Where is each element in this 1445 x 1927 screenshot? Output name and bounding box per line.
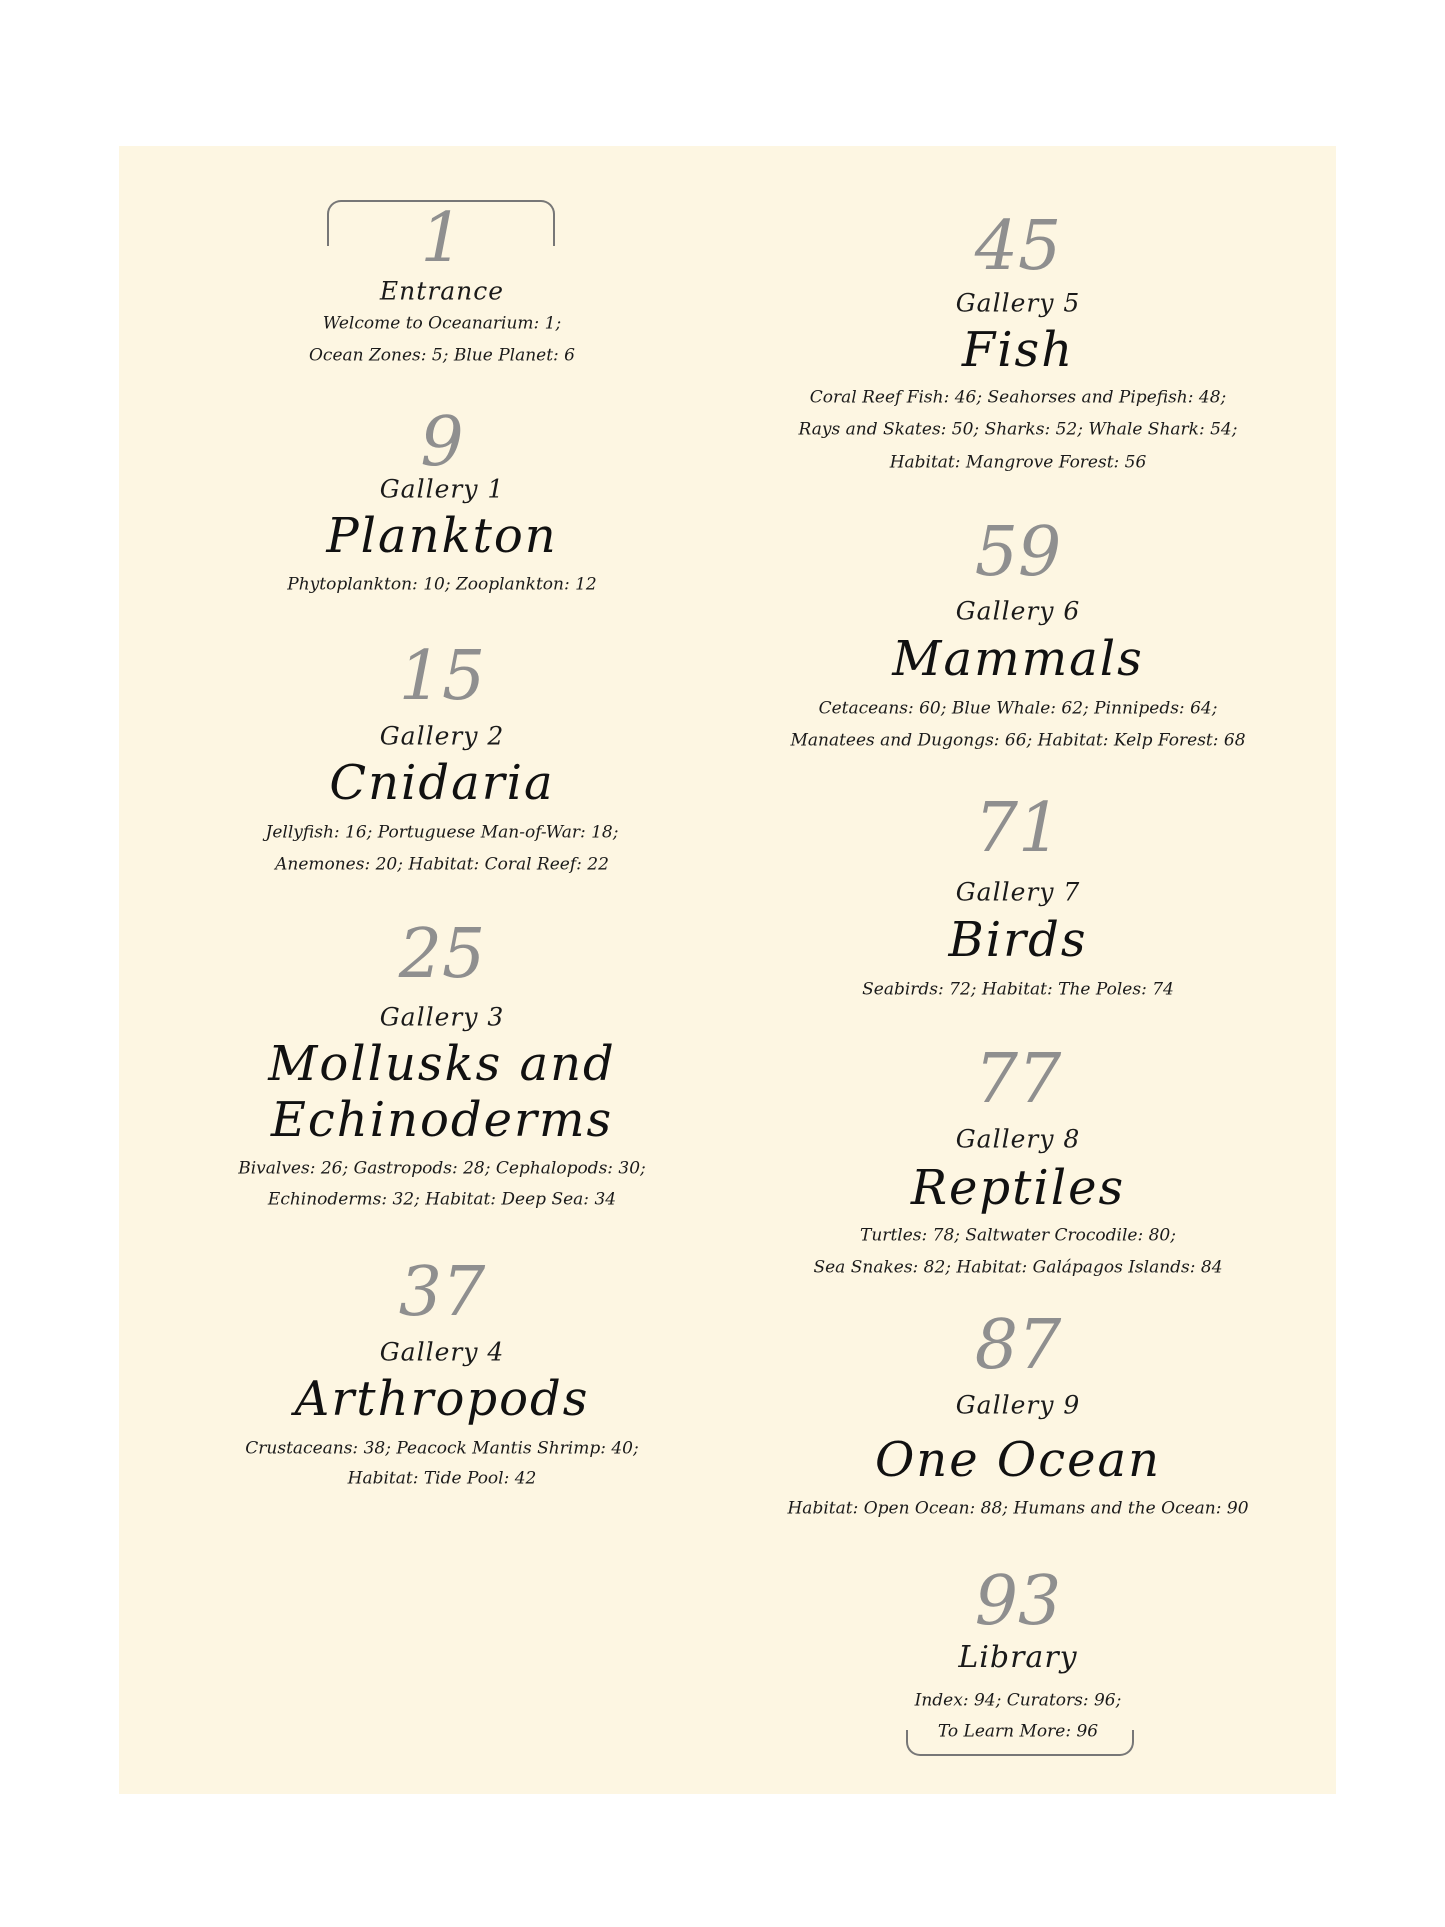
page-number: 71 [974,789,1062,868]
gallery-title[interactable]: Fish [961,322,1075,378]
gallery-contents: Habitat: Open Ocean: 88; Humans and the Ocean: 90 [787,1498,1249,1519]
gallery-contents: Phytoplankton: 10; Zooplankton: 12 [287,574,597,595]
gallery-title[interactable]: Echinoderms [270,1092,614,1148]
gallery-contents: Habitat: Tide Pool: 42 [347,1468,537,1489]
gallery-contents: Jellyfish: 16; Portuguese Man-of-War: 18; [265,822,619,843]
gallery-title[interactable]: Reptiles [910,1160,1126,1216]
gallery-contents: Echinoderms: 32; Habitat: Deep Sea: 34 [267,1189,617,1210]
gallery-label: Gallery 1 [379,474,505,504]
gallery-label: Gallery 9 [955,1390,1081,1420]
page-number: 37 [398,1253,486,1332]
gallery-contents: Sea Snakes: 82; Habitat: Galápagos Islands: 84 [813,1257,1223,1278]
gallery-title[interactable]: Mammals [892,631,1144,687]
gallery-label: Gallery 7 [955,877,1081,907]
section-contents: Welcome to Oceanarium: 1; [322,313,562,334]
gallery-title[interactable]: Cnidaria [329,755,555,811]
page-number: 87 [974,1306,1062,1385]
gallery-label: Gallery 5 [955,288,1081,318]
gallery-title[interactable]: One Ocean [874,1432,1162,1488]
gallery-contents: Manatees and Dugongs: 66; Habitat: Kelp Forest: 68 [790,730,1246,751]
gallery-label: Gallery 3 [379,1002,505,1032]
section-title[interactable]: Library [958,1640,1078,1675]
gallery-contents: Rays and Skates: 50; Sharks: 52; Whale Shark: 54; [798,419,1238,440]
page-number: 9 [420,403,464,482]
page-number: 15 [398,637,486,716]
page-number: 77 [974,1040,1062,1119]
gallery-contents: Seabirds: 72; Habitat: The Poles: 74 [862,979,1174,1000]
section-contents: Index: 94; Curators: 96; [914,1690,1122,1711]
gallery-title[interactable]: Arthropods [294,1371,590,1427]
page-number: 59 [974,513,1062,592]
gallery-contents: Anemones: 20; Habitat: Coral Reef: 22 [275,854,609,875]
section-contents: To Learn More: 96 [937,1721,1099,1742]
page-number: 25 [398,915,486,994]
gallery-title[interactable]: Plankton [326,508,558,564]
gallery-contents: Cetaceans: 60; Blue Whale: 62; Pinnipeds: 64; [818,698,1218,719]
gallery-title[interactable]: Mollusks and [268,1036,616,1092]
section-contents: Ocean Zones: 5; Blue Planet: 6 [308,345,576,366]
gallery-contents: Turtles: 78; Saltwater Crocodile: 80; [860,1225,1176,1246]
gallery-label: Gallery 4 [379,1337,505,1367]
gallery-contents: Habitat: Mangrove Forest: 56 [889,452,1147,473]
gallery-contents: Bivalves: 26; Gastropods: 28; Cephalopods: 30; [238,1158,646,1179]
gallery-contents: Coral Reef Fish: 46; Seahorses and Pipefish: 48; [809,387,1227,408]
gallery-title[interactable]: Birds [948,912,1088,968]
gallery-label: Gallery 8 [955,1124,1081,1154]
gallery-label: Gallery 6 [955,596,1081,626]
page-number: 45 [974,207,1062,286]
page-number: 1 [420,199,464,278]
gallery-contents: Crustaceans: 38; Peacock Mantis Shrimp: 40; [245,1438,639,1459]
gallery-label: Gallery 2 [379,721,505,751]
page-number: 93 [974,1562,1062,1641]
section-title[interactable]: Entrance [379,276,505,306]
